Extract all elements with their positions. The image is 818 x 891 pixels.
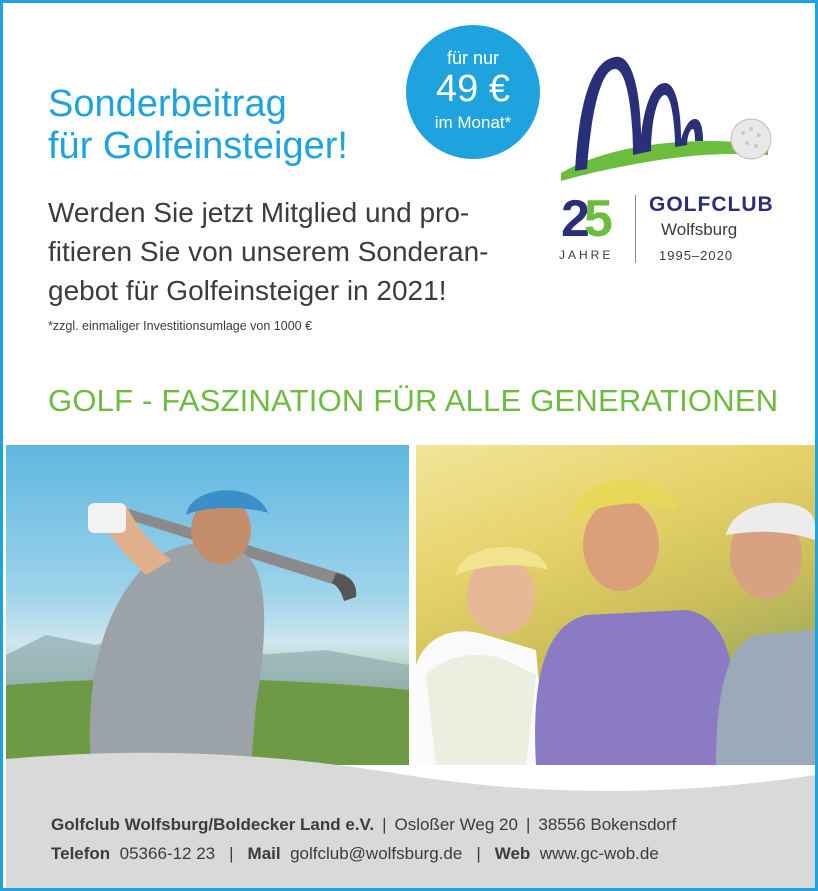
zip-city: 38556 Bokensdorf <box>538 815 677 834</box>
club-years: 1995–2020 <box>659 248 734 263</box>
headline-line-2: für Golfeinsteiger! <box>48 125 348 167</box>
phone-label: Telefon <box>51 844 111 863</box>
price-badge-suffix: im Monat* <box>434 113 512 132</box>
club-city: Wolfsburg <box>661 220 738 239</box>
offer-line-1: Werden Sie jetzt Mitglied und pro- <box>48 197 470 228</box>
contact-address-row <box>51 815 676 835</box>
headline <box>48 83 348 167</box>
headline-line-1: Sonderbeitrag <box>48 83 287 125</box>
web-label: Web <box>494 844 531 863</box>
contact-details-row <box>51 844 659 864</box>
golfer-swing-photo <box>6 445 409 765</box>
tagline: GOLF - FASZINATION FÜR ALLE GENERATIONEN <box>48 383 779 418</box>
mail-address[interactable]: golfclub@wolfsburg.de <box>290 844 463 863</box>
offer-line-3: gebot für Golfeinsteiger in 2021! <box>48 275 447 306</box>
web-address[interactable]: www.gc-wob.de <box>539 844 659 863</box>
golfers-group-photo <box>416 445 815 765</box>
footnote: *zzgl. einmaliger Investitionsumlage von 1000 € <box>48 319 313 333</box>
street: Osloßer Weg 20 <box>394 815 518 834</box>
golfclub-logo <box>553 43 783 273</box>
logo-divider <box>635 195 636 263</box>
offer-text <box>48 193 488 310</box>
mail-label: Mail <box>247 844 281 863</box>
divider: | <box>382 815 387 834</box>
divider: | <box>476 844 481 863</box>
divider: | <box>525 815 531 834</box>
club-name: GOLFCLUB <box>649 193 774 216</box>
golfer-swing-illustration-icon <box>6 445 409 765</box>
club-org-name: Golfclub Wolfsburg/Boldecker Land e.V. <box>51 815 375 834</box>
anniversary-number: 25 <box>561 190 607 248</box>
anniversary-label: JAHRE <box>559 248 614 262</box>
phone-number[interactable]: 05366-12 23 <box>119 844 216 863</box>
golf-hills-logo-icon <box>553 43 783 183</box>
offer-line-2: fitieren Sie von unserem Sonderan- <box>48 236 489 267</box>
price-badge-prefix: für nur <box>446 48 500 68</box>
price-badge <box>406 25 540 159</box>
divider: | <box>229 844 234 863</box>
price-badge-price: 49 € <box>436 68 510 110</box>
golfers-group-illustration-icon <box>416 445 815 765</box>
